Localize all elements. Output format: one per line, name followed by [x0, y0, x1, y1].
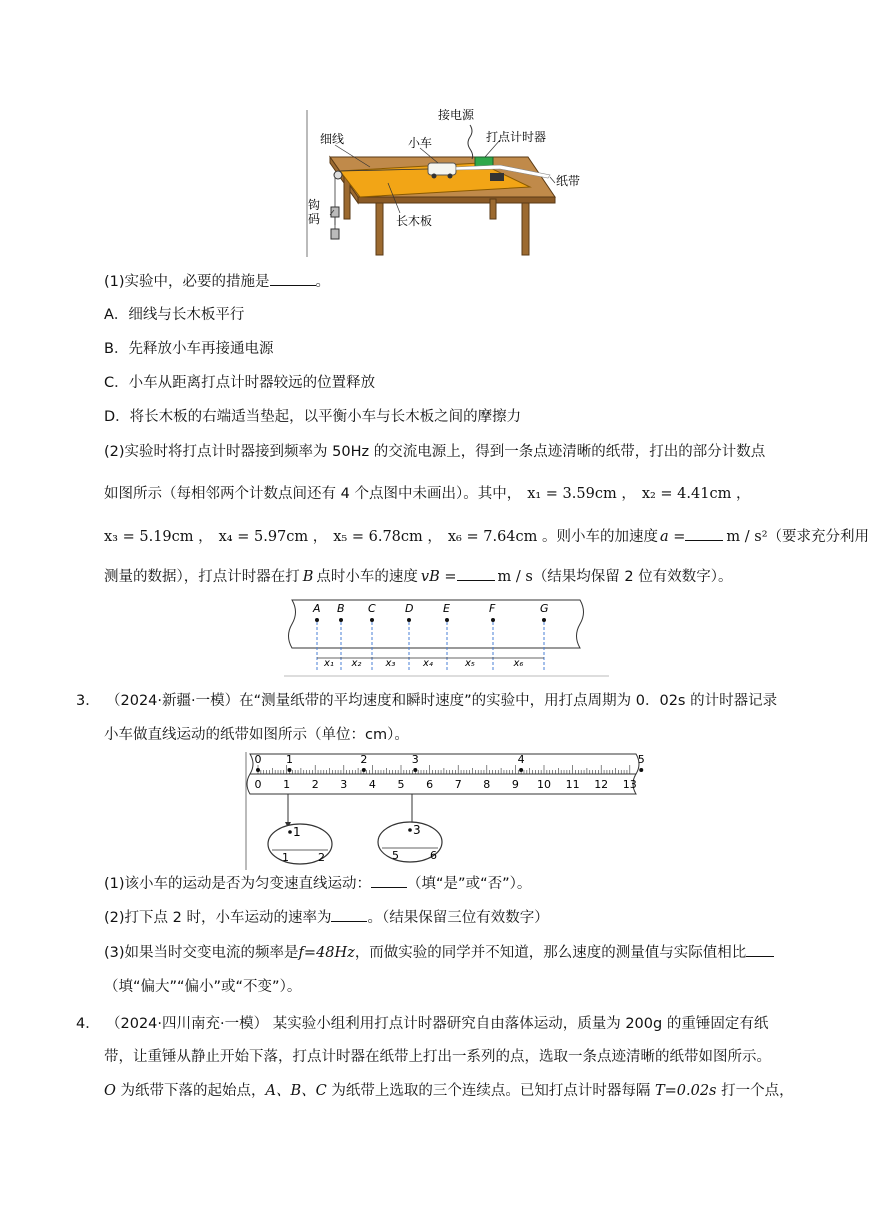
tape-point-G	[542, 618, 546, 622]
tape-point-F	[491, 618, 495, 622]
q2-line3: x₃ = 5.19cm ， x₄ = 5.97cm ， x₅ = 6.78cm ， x₆ = 7.64cm 。则小车的加速度 a = m / s²（要求充分利用	[104, 526, 869, 547]
tape-point-label-E: E	[443, 602, 450, 615]
label-power: 接电源	[438, 108, 475, 122]
interval-label-5: x₅	[465, 658, 475, 669]
q3-sub1: (1)该小车的运动是否为匀变速直线运动： （填“是”或“否”）。	[104, 873, 531, 894]
q2-x3: x₃ = 5.19cm ，	[104, 529, 213, 545]
interval-label-1: x₁	[324, 658, 334, 669]
tape-point-A	[315, 618, 319, 622]
q3-sub2: (2)打下点 2 时，小车运动的速率为 。（结果保留三位有效数字）	[104, 907, 549, 928]
q3-sub3-line2: （填“偏大”“偏小”或“不变”）。	[104, 979, 302, 995]
ruler-label-13: 13	[622, 778, 637, 791]
tape-point-label-G: G	[540, 602, 549, 615]
q3-sub2-blank[interactable]	[331, 907, 367, 922]
tape-dot-label-0: 0	[254, 753, 262, 766]
q1-prompt: (1)实验中，必要的措施是 。	[104, 271, 330, 292]
tape-point-label-A: A	[313, 602, 321, 615]
ruler-label-3: 3	[340, 778, 348, 791]
tape-dot-label-5: 5	[637, 753, 645, 766]
q4-line2: 带，让重锤从静止开始下落，打点计时器在纸带上打出一系列的点，选取一条点迹清晰的纸带如图所示。	[104, 1049, 771, 1065]
ruler-label-0: 0	[254, 778, 262, 791]
ruler-label-7: 7	[454, 778, 462, 791]
svg-text:3: 3	[413, 823, 421, 837]
tape-dot-3	[413, 768, 417, 772]
interval-label-4: x₄	[423, 658, 433, 669]
q2-x6: x₆ = 7.64cm 。则小车的加速度	[447, 529, 658, 545]
interval-label-3: x₃	[385, 658, 396, 669]
tape-dot-1	[287, 768, 291, 772]
q1-option-a: A．细线与长木板平行	[104, 307, 245, 323]
q1-text: (1)实验中，必要的措施是	[104, 274, 270, 290]
svg-text:1: 1	[282, 851, 289, 864]
svg-text:1: 1	[293, 825, 301, 839]
q2-accel-blank[interactable]	[685, 526, 723, 541]
q2-x4: x₄ = 5.97cm ，	[218, 529, 328, 545]
ruler-label-4: 4	[368, 778, 376, 791]
apparatus-figure	[300, 105, 581, 260]
q2-x5: x₅ = 6.78cm ，	[333, 529, 442, 545]
label-tape: 纸带	[556, 174, 581, 188]
tape-dot-label-3: 3	[411, 753, 419, 766]
tape-point-label-D: D	[405, 602, 414, 615]
q2-velocity-blank[interactable]	[457, 566, 495, 581]
tape-dot-4	[519, 768, 523, 772]
q3-sub3: (3)如果当时交变电流的频率是f=48Hz，而做实验的同学并不知道，那么速度的测量值与实际值相比	[104, 942, 774, 963]
q3-line1: 3． （2024·新疆·一模）在“测量纸带的平均速度和瞬时速度”的实验中，用打点周期为 0．02s 的计时器记录	[76, 693, 778, 709]
svg-text:5: 5	[392, 849, 399, 862]
q3-sub3-blank[interactable]	[746, 942, 774, 957]
tape-point-label-F: F	[489, 602, 496, 615]
tape-point-D	[407, 618, 411, 622]
label-string: 细线	[320, 132, 345, 146]
ruler-label-11: 11	[565, 778, 580, 791]
tape-dot-label-4: 4	[517, 753, 525, 766]
ruler-label-6: 6	[426, 778, 434, 791]
ruler-label-12: 12	[594, 778, 609, 791]
ruler-figure	[240, 750, 650, 872]
q2-line4: 测量的数据），打点计时器在打 B 点时小车的速度 vB = m / s（结果均保留 2 位有效数字）。	[104, 566, 733, 587]
tape-dot-label-1: 1	[285, 753, 293, 766]
q3-sub1-blank[interactable]	[371, 873, 407, 888]
q1-option-c: C．小车从距离打点计时器较远的位置释放	[104, 375, 376, 391]
tape-dot-label-2: 2	[360, 753, 368, 766]
tape-point-E	[445, 618, 449, 622]
q1-answer-blank[interactable]	[270, 271, 316, 286]
tape-point-B	[339, 618, 343, 622]
tape-dot-2	[362, 768, 366, 772]
label-board: 长木板	[396, 214, 433, 228]
ruler-label-2: 2	[311, 778, 319, 791]
q3-line2: 小车做直线运动的纸带如图所示（单位：cm）。	[104, 727, 409, 743]
q1-option-d: D．将长木板的右端适当垫起，以平衡小车与长木板之间的摩擦力	[104, 409, 522, 425]
ruler-label-10: 10	[537, 778, 551, 791]
svg-text:6: 6	[430, 849, 437, 862]
q2-line2: 如图所示（每相邻两个计数点间还有 4 个点图中未画出）。其中， x₁ = 3.59cm ， x₂ = 4.41cm ，	[104, 486, 751, 502]
interval-label-6: x₆	[513, 658, 524, 669]
q3-number: 3．	[76, 693, 100, 709]
q2-x2: x₂ = 4.41cm ，	[641, 486, 751, 502]
q2-line1: (2)实验时将打点计时器接到频率为 50Hz 的交流电源上，得到一条点迹清晰的纸带，打出的部分计数点	[104, 444, 766, 460]
q4-line1: 4． （2024·四川南充·一模） 某实验小组利用打点计时器研究自由落体运动，质量为 200g 的重锤固定有纸	[76, 1016, 769, 1032]
label-hook-1: 钩	[308, 198, 321, 212]
tape-dot-5	[639, 768, 643, 772]
tape-point-label-C: C	[368, 602, 376, 615]
ruler-label-9: 9	[511, 778, 519, 791]
q1-option-b: B．先释放小车再接通电源	[104, 341, 274, 357]
ruler-label-1: 1	[283, 778, 291, 791]
q2-x1: x₁ = 3.59cm ，	[527, 486, 636, 502]
interval-label-2: x₂	[351, 658, 362, 669]
ruler-label-8: 8	[483, 778, 491, 791]
label-timer: 打点计时器	[486, 130, 547, 144]
svg-text:2: 2	[318, 851, 325, 864]
label-cart: 小车	[408, 136, 433, 150]
label-hook-2: 码	[308, 212, 321, 226]
tape-point-C	[370, 618, 374, 622]
cart	[428, 163, 456, 175]
ruler-label-5: 5	[397, 778, 405, 791]
tape-point-label-B: B	[337, 602, 345, 615]
q4-number: 4．	[76, 1016, 100, 1032]
q4-line3: O 为纸带下落的起始点，A、B、C 为纸带上选取的三个连续点。已知打点计时器每隔 T=0.02s 打一个点，	[104, 1083, 794, 1099]
tape-figure	[284, 598, 609, 678]
tape-dot-0	[256, 768, 260, 772]
